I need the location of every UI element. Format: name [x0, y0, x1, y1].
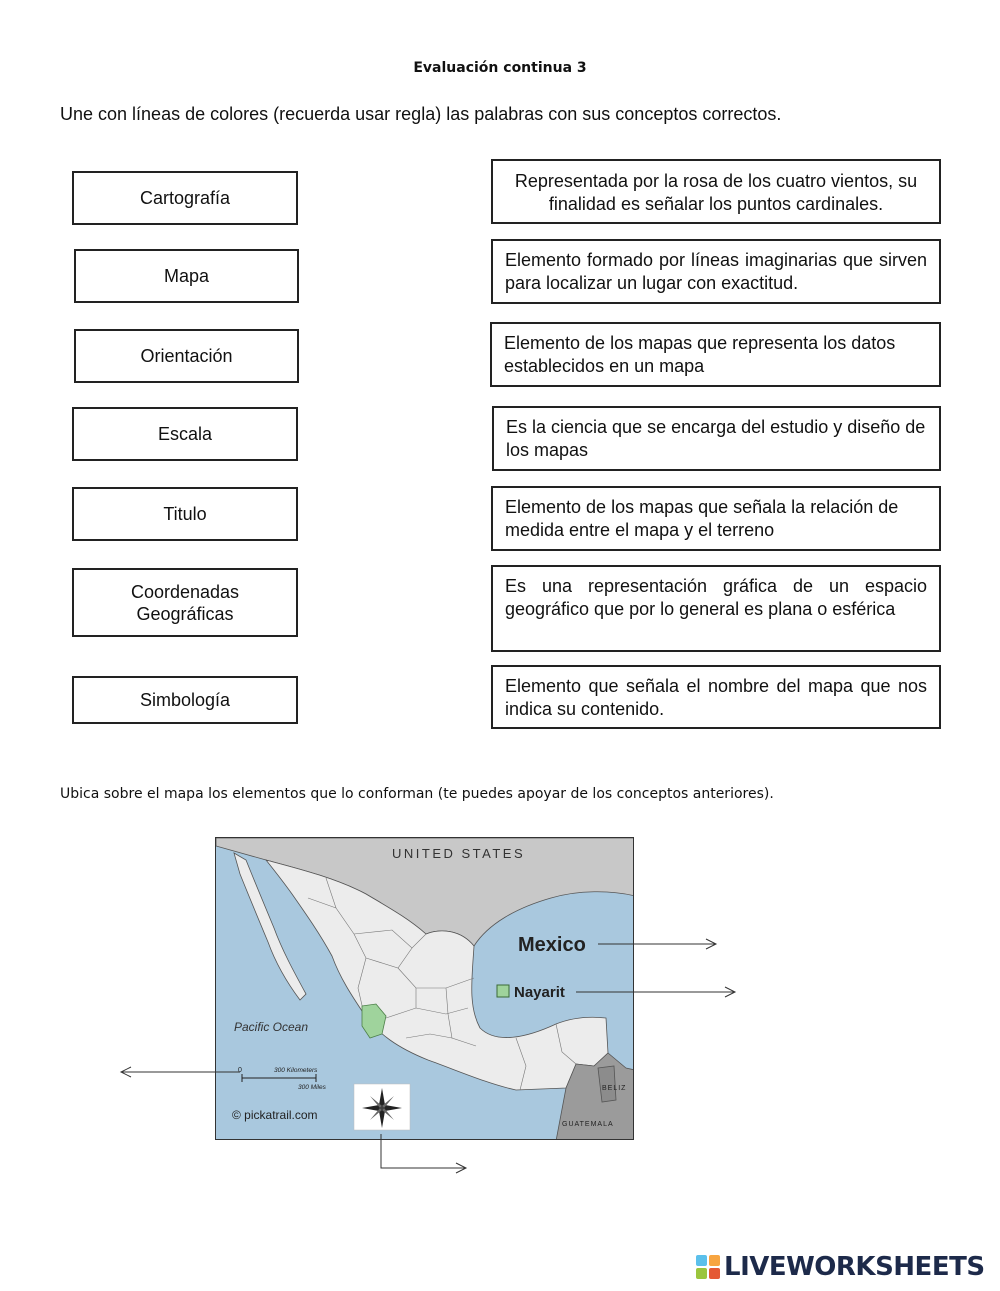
map-title: Mexico	[518, 934, 586, 956]
term-box-mapa[interactable]	[74, 249, 299, 303]
definition-box-3[interactable]	[490, 322, 941, 387]
liveworksheets-logo	[696, 1252, 985, 1282]
definition-text: Representada por la rosa de los cuatro vientos, su finalidad es señalar los puntos cardinales.	[514, 171, 918, 214]
definition-box-4[interactable]	[492, 406, 941, 471]
definition-box-2[interactable]	[491, 239, 941, 304]
nayarit-legend-swatch	[497, 985, 509, 997]
page-title: Evaluación continua 3	[413, 60, 587, 76]
credit-label: © pickatrail.com	[232, 1108, 318, 1122]
definition-text: Es la ciencia que se encarga del estudio y diseño de los mapas	[506, 417, 926, 460]
ocean-label: Pacific Ocean	[234, 1020, 309, 1034]
definition-text: Es una representación gráfica de un espacio geográfico que por lo general es plana o esférica	[505, 576, 927, 619]
guatemala-label: GUATEMALA	[562, 1121, 614, 1128]
term-box-cartografia[interactable]	[72, 171, 298, 225]
liveworksheets-icon	[696, 1255, 720, 1279]
definition-box-7[interactable]	[491, 665, 941, 729]
term-label: Simbología	[139, 690, 231, 710]
us-label: UNITED STATES	[392, 846, 526, 861]
definition-box-1[interactable]	[491, 159, 941, 224]
definition-text: Elemento que señala el nombre del mapa que nos indica su contenido.	[505, 676, 927, 719]
definition-text: Elemento de los mapas que representa los datos establecidos en un mapa	[504, 333, 896, 376]
term-box-escala[interactable]	[72, 407, 298, 461]
scale-km-label: 300 Kilometers	[274, 1067, 318, 1074]
scale-bar	[242, 1074, 316, 1082]
legend-label: Nayarit	[514, 984, 565, 1001]
scale-zero-label: 0	[238, 1067, 242, 1074]
term-label: Titulo	[163, 504, 207, 524]
term-label: Orientación	[140, 346, 233, 366]
map-graphic	[216, 838, 634, 1140]
mexico-map	[215, 837, 634, 1140]
map-instructions: Ubica sobre el mapa los elementos que lo conforman (te puedes apoyar de los conceptos anteriores).	[60, 786, 774, 802]
term-box-titulo[interactable]	[72, 487, 298, 541]
definition-box-5[interactable]	[491, 486, 941, 551]
belize-label: BELIZ	[602, 1085, 627, 1092]
definition-box-6[interactable]	[491, 565, 941, 652]
term-label: Mapa	[163, 266, 210, 286]
definition-text: Elemento de los mapas que señala la relación de medida entre el mapa y el terreno	[505, 497, 899, 540]
compass-rose-icon	[354, 1084, 410, 1130]
brand-name: LIVEWORKSHEETS	[724, 1252, 985, 1282]
matching-instructions: Une con líneas de colores (recuerda usar regla) las palabras con sus conceptos correctos.	[60, 104, 782, 124]
term-box-orientacion[interactable]	[74, 329, 299, 383]
definition-text: Elemento formado por líneas imaginarias que sirven para localizar un lugar con exactitud.	[505, 250, 927, 293]
term-box-simbologia[interactable]	[72, 676, 298, 724]
term-label: Cartografía	[139, 188, 231, 208]
scale-mi-label: 300 Miles	[298, 1084, 326, 1091]
term-box-coordenadas[interactable]	[72, 568, 298, 637]
term-label: Coordenadas Geográficas	[130, 581, 240, 624]
term-label: Escala	[157, 424, 213, 444]
